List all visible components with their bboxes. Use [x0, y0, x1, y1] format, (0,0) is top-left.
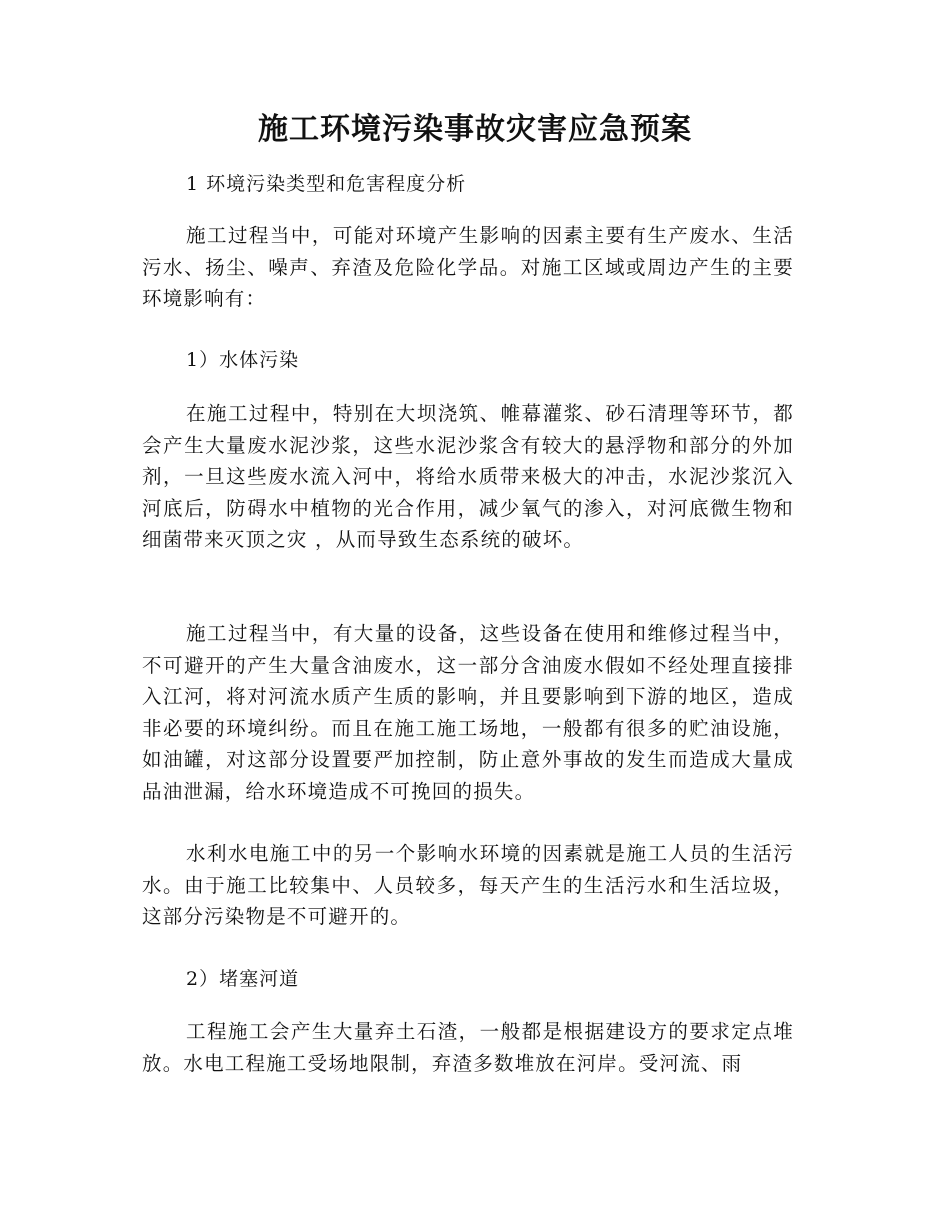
- sub-heading-river-blockage: 2）堵塞河道: [186, 968, 300, 990]
- paragraph-block-1: 工程施工会产生大量弃土石渣，一般都是根据建设方的要求定点堆放。水电工程施工受场地限制，弃渣多数堆放在河岸。受河流、雨: [142, 1020, 794, 1075]
- paragraph-intro: 施工过程当中，可能对环境产生影响的因素主要有生产废水、生活污水、扬尘、噪声、弃渣及危险化学品。对施工区域或周边产生的主要环境影响有：: [142, 224, 794, 310]
- section-heading: 1 环境污染类型和危害程度分析: [186, 173, 467, 195]
- paragraph-water-1: 在施工过程中，特别在大坝浇筑、帷幕灌浆、砂石清理等环节，都会产生大量废水泥沙浆，这些水泥沙浆含有较大的悬浮物和部分的外加剂，一旦这些废水流入河中，将给水质带来极大的冲击，水泥沙浆沉入河底后，防碍水中植物的光合作用，减少氧气的渗入，对河底微生物和细菌带来灭顶之灾 ，从而导致生态系统的破坏。: [142, 402, 794, 551]
- document-title: 施工环境污染事故灾害应急预案: [258, 112, 692, 147]
- paragraph-water-2: 施工过程当中，有大量的设备，这些设备在使用和维修过程当中，不可避开的产生大量含油废水，这一部分含油废水假如不经处理直接排入江河，将对河流水质产生质的影响，并且要影响到下游的地区，造成非必要的环境纠纷。而且在施工施工场地，一般都有很多的贮油设施，如油罐，对这部分设置要严加控制，防止意外事故的发生而造成大量成品油泄漏，给水环境造成不可挽回的损失。: [142, 622, 794, 803]
- paragraph-water-3: 水利水电施工中的另一个影响水环境的因素就是施工人员的生活污水。由于施工比较集中、人员较多，每天产生的生活污水和生活垃圾，这部分污染物是不可避开的。: [142, 842, 794, 928]
- sub-heading-water-pollution: 1）水体污染: [186, 349, 300, 371]
